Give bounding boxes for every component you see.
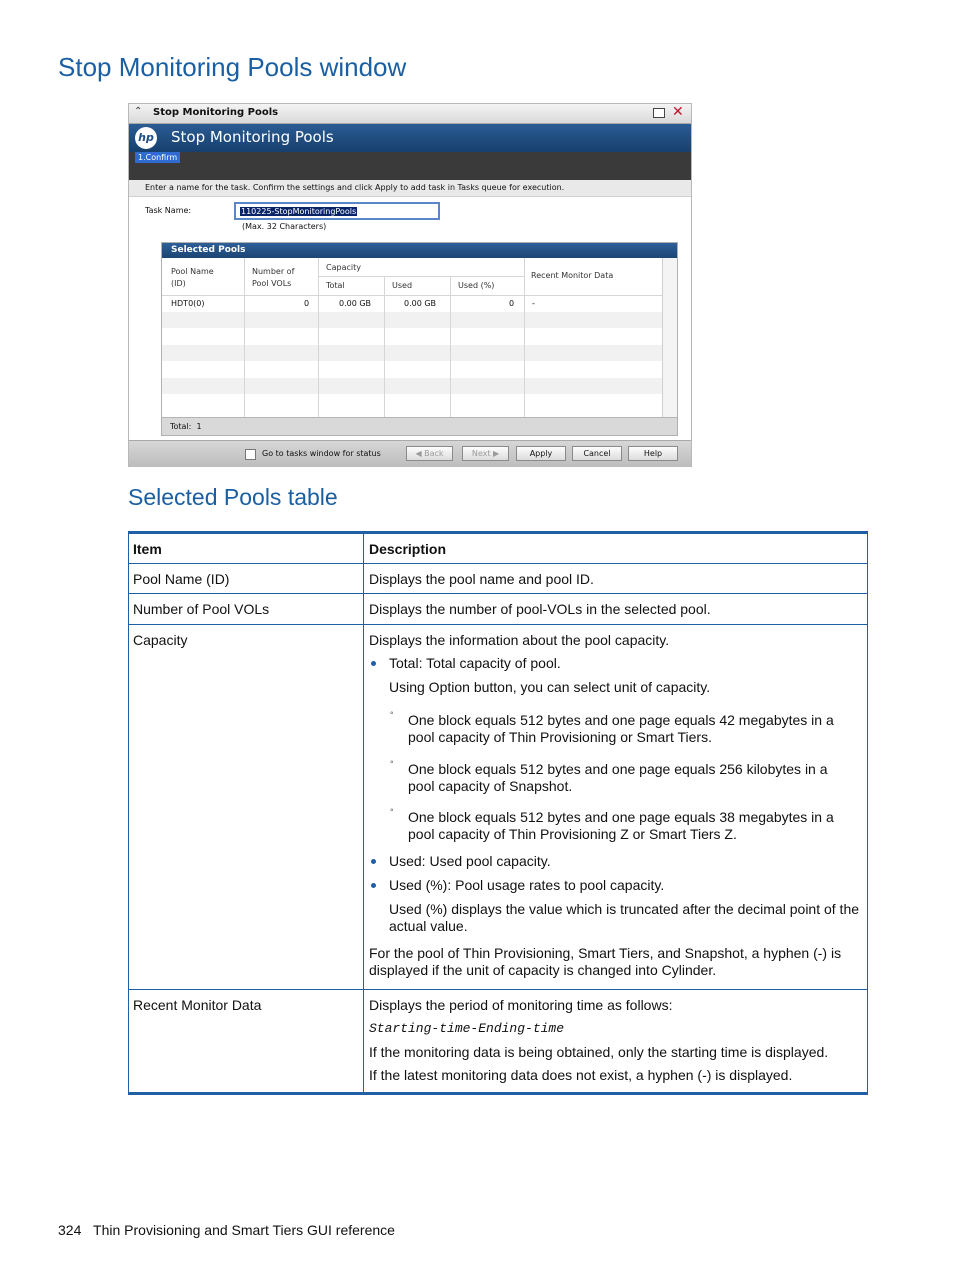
grid-col-line: [384, 277, 385, 417]
page-footer: [58, 1222, 395, 1238]
capacity-option-note: Using Option button, you can select unit of capacity.: [389, 679, 711, 695]
header-pool-id: (ID): [171, 279, 186, 288]
grid-header-line: [162, 295, 662, 296]
header-total[interactable]: Total: [326, 281, 345, 290]
task-name-hint: (Max. 32 Characters): [242, 222, 327, 231]
collapse-icon[interactable]: ⌃: [134, 106, 143, 117]
item-number-of-pool-vols: Number of Pool VOLs: [133, 601, 270, 617]
stop-monitoring-pools-window: [128, 103, 692, 467]
cell-used: 0.00 GB: [404, 299, 437, 308]
capacity-sub3a: One block equals 512 bytes and one page equals 38 megabytes in a: [408, 809, 834, 825]
grid-capacity-line: [319, 276, 524, 277]
page-number: 324: [58, 1222, 82, 1238]
monitor-missing-note: If the latest monitoring data does not exist, a hyphen (-) is displayed.: [369, 1067, 793, 1083]
grid-title-bar: [162, 243, 677, 258]
banner-title: Stop Monitoring Pools: [171, 128, 334, 146]
capacity-sub2a: One block equals 512 bytes and one page equals 256 kilobytes in a: [408, 761, 828, 777]
grid-stripe: [162, 312, 662, 328]
task-name-value: 110225-StopMonitoringPools: [241, 207, 357, 216]
header-description: Description: [369, 541, 447, 557]
capacity-sub3b: pool capacity of Thin Provisioning Z or Smart Tiers Z.: [408, 826, 737, 842]
back-button[interactable]: ◀ Back: [406, 446, 453, 461]
cell-pool[interactable]: HDT0(0): [171, 299, 205, 308]
step-confirm: 1.Confirm: [135, 152, 180, 163]
item-recent-monitor-data: Recent Monitor Data: [133, 997, 262, 1013]
selected-pools-grid: [161, 242, 678, 436]
circle-bullet-icon: ◦: [390, 708, 394, 719]
desc-recent-monitor-data: Displays the period of monitoring time as follows:: [369, 997, 673, 1013]
header-item: Item: [133, 541, 162, 557]
table-row: [128, 625, 868, 990]
instruction-text: Enter a name for the task. Confirm the settings and click Apply to add task in Tasks queue for execution.: [145, 183, 565, 192]
restore-icon[interactable]: [653, 108, 665, 118]
footer-title: Thin Provisioning and Smart Tiers GUI reference: [93, 1222, 395, 1238]
grid-scrollbar[interactable]: [662, 258, 678, 417]
go-to-tasks-label: Go to tasks window for status: [262, 449, 381, 458]
cell-vols: 0: [304, 299, 310, 308]
monitor-time-format: Starting-time-Ending-time: [369, 1021, 565, 1036]
circle-bullet-icon: ◦: [390, 805, 394, 816]
grid-title: Selected Pools: [171, 245, 246, 255]
cell-recent: -: [532, 299, 535, 308]
banner: [129, 124, 691, 152]
monitor-obtaining-note: If the monitoring data is being obtained, only the starting time is displayed.: [369, 1044, 829, 1060]
window-title-bar: [129, 104, 691, 124]
header-used-pct[interactable]: Used (%): [458, 281, 495, 290]
bullet-icon: [371, 661, 376, 666]
button-bar: [129, 440, 691, 467]
bullet-icon: [371, 883, 376, 888]
header-capacity: Capacity: [326, 263, 361, 272]
header-used[interactable]: Used: [392, 281, 413, 290]
go-to-tasks-checkbox[interactable]: [245, 449, 256, 460]
cancel-button[interactable]: Cancel: [572, 446, 622, 461]
header-number-of[interactable]: Number of: [252, 267, 295, 276]
capacity-hyphen-note-a: For the pool of Thin Provisioning, Smart Tiers, and Snapshot, a hyphen (-) is: [369, 945, 842, 961]
table-header-row: [128, 534, 868, 564]
desc-capacity: Displays the information about the pool capacity.: [369, 632, 670, 648]
item-capacity: Capacity: [133, 632, 188, 648]
capacity-sub1a: One block equals 512 bytes and one page equals 42 megabytes in a: [408, 712, 834, 728]
grid-footer: [162, 417, 677, 436]
capacity-sub2b: pool capacity of Snapshot.: [408, 778, 573, 794]
capacity-hyphen-note-b: displayed if the unit of capacity is changed into Cylinder.: [369, 962, 717, 978]
grid-stripe: [162, 378, 662, 394]
table-row: [128, 594, 868, 625]
cell-total: 0.00 GB: [339, 299, 372, 308]
header-recent-monitor-data[interactable]: Recent Monitor Data: [531, 271, 614, 280]
table-row: [128, 564, 868, 594]
step-bar: [129, 152, 691, 180]
close-icon[interactable]: ✕: [672, 104, 684, 120]
instruction-bar: [129, 180, 691, 197]
capacity-used: Used: Used pool capacity.: [389, 853, 551, 869]
capacity-used-pct-note-b: actual value.: [389, 918, 468, 934]
table-row: [128, 990, 868, 1092]
item-pool-name: Pool Name (ID): [133, 571, 230, 587]
capacity-used-pct-note-a: Used (%) displays the value which is truncated after the decimal point of the: [389, 901, 860, 917]
capacity-sub1b: pool capacity of Thin Provisioning or Smart Tiers.: [408, 729, 712, 745]
grid-total: Total: 1: [170, 422, 202, 431]
grid-stripe: [162, 345, 662, 361]
task-name-label: Task Name:: [145, 206, 192, 215]
grid-col-line: [450, 277, 451, 417]
bullet-icon: [371, 859, 376, 864]
grid-col-line: [318, 258, 319, 417]
cell-used-pct: 0: [509, 299, 515, 308]
next-button[interactable]: Next ▶: [462, 446, 509, 461]
capacity-used-pct: Used (%): Pool usage rates to pool capacity.: [389, 877, 665, 893]
desc-pool-name: Displays the pool name and pool ID.: [369, 571, 594, 587]
window-title: Stop Monitoring Pools: [153, 107, 279, 118]
circle-bullet-icon: ◦: [390, 757, 394, 768]
grid-col-line: [244, 258, 245, 417]
desc-number-of-pool-vols: Displays the number of pool-VOLs in the selected pool.: [369, 601, 711, 617]
apply-button[interactable]: Apply: [516, 446, 566, 461]
page-heading: Stop Monitoring Pools window: [58, 52, 407, 82]
grid-col-line: [524, 258, 525, 417]
selected-pools-description-table: [128, 531, 868, 1095]
section-heading: Selected Pools table: [128, 484, 338, 510]
help-button[interactable]: Help: [628, 446, 678, 461]
hp-logo: hp: [135, 127, 157, 149]
task-name-input[interactable]: [234, 202, 440, 220]
capacity-total: Total: Total capacity of pool.: [389, 655, 561, 671]
header-pool-name[interactable]: Pool Name: [171, 267, 214, 276]
header-pool-vols: Pool VOLs: [252, 279, 292, 288]
